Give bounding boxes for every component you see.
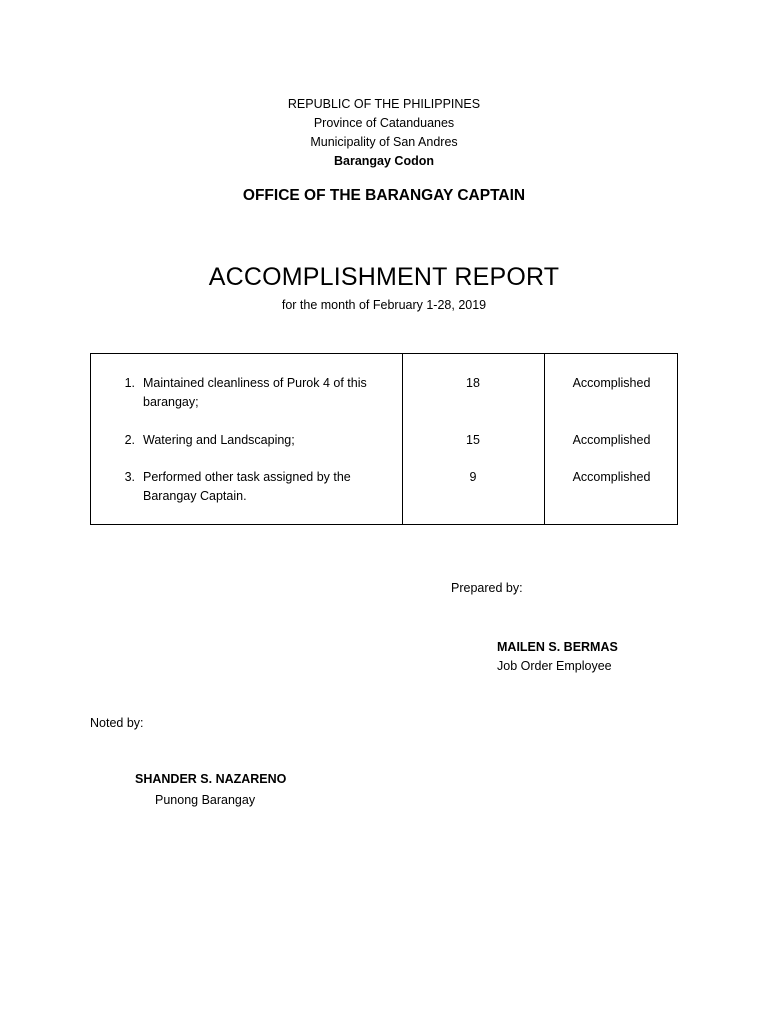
accomplishment-table — [90, 353, 678, 525]
task-line: Barangay Captain. — [143, 489, 247, 503]
task-count: 15 — [466, 433, 480, 447]
barangay-line: Barangay Codon — [333, 154, 434, 168]
prepared-by-label: Prepared by: — [451, 581, 523, 595]
province-line: Province of Catanduanes — [313, 116, 455, 130]
task-line: Maintained cleanliness of Purok 4 of this — [143, 376, 367, 390]
report-title: ACCOMPLISHMENT REPORT — [208, 263, 560, 291]
letterhead — [0, 95, 768, 171]
republic-line: REPUBLIC OF THE PHILIPPINES — [287, 97, 481, 111]
task-status: Accomplished — [572, 433, 651, 447]
noter-name: SHANDER S. NAZARENO — [135, 772, 287, 786]
office-heading: OFFICE OF THE BARANGAY CAPTAIN — [242, 187, 526, 204]
task-line: Watering and Landscaping; — [143, 433, 295, 447]
task-count: 18 — [466, 376, 480, 390]
item-number: 1. — [124, 376, 135, 390]
item-number: 2. — [124, 433, 135, 447]
preparer-title: Job Order Employee — [497, 659, 612, 673]
task-description — [143, 374, 398, 412]
report-period: for the month of February 1-28, 2019 — [281, 298, 487, 312]
noted-by-label: Noted by: — [90, 716, 144, 730]
task-status: Accomplished — [572, 376, 651, 390]
task-count: 9 — [469, 470, 477, 484]
task-description — [143, 468, 398, 506]
item-number: 3. — [124, 470, 135, 484]
task-line: barangay; — [143, 395, 199, 409]
task-line: Performed other task assigned by the — [143, 470, 351, 484]
task-status: Accomplished — [572, 470, 651, 484]
preparer-name: MAILEN S. BERMAS — [497, 640, 618, 654]
municipality-line: Municipality of San Andres — [310, 135, 458, 149]
noter-title: Punong Barangay — [155, 793, 256, 807]
task-description — [143, 431, 398, 450]
